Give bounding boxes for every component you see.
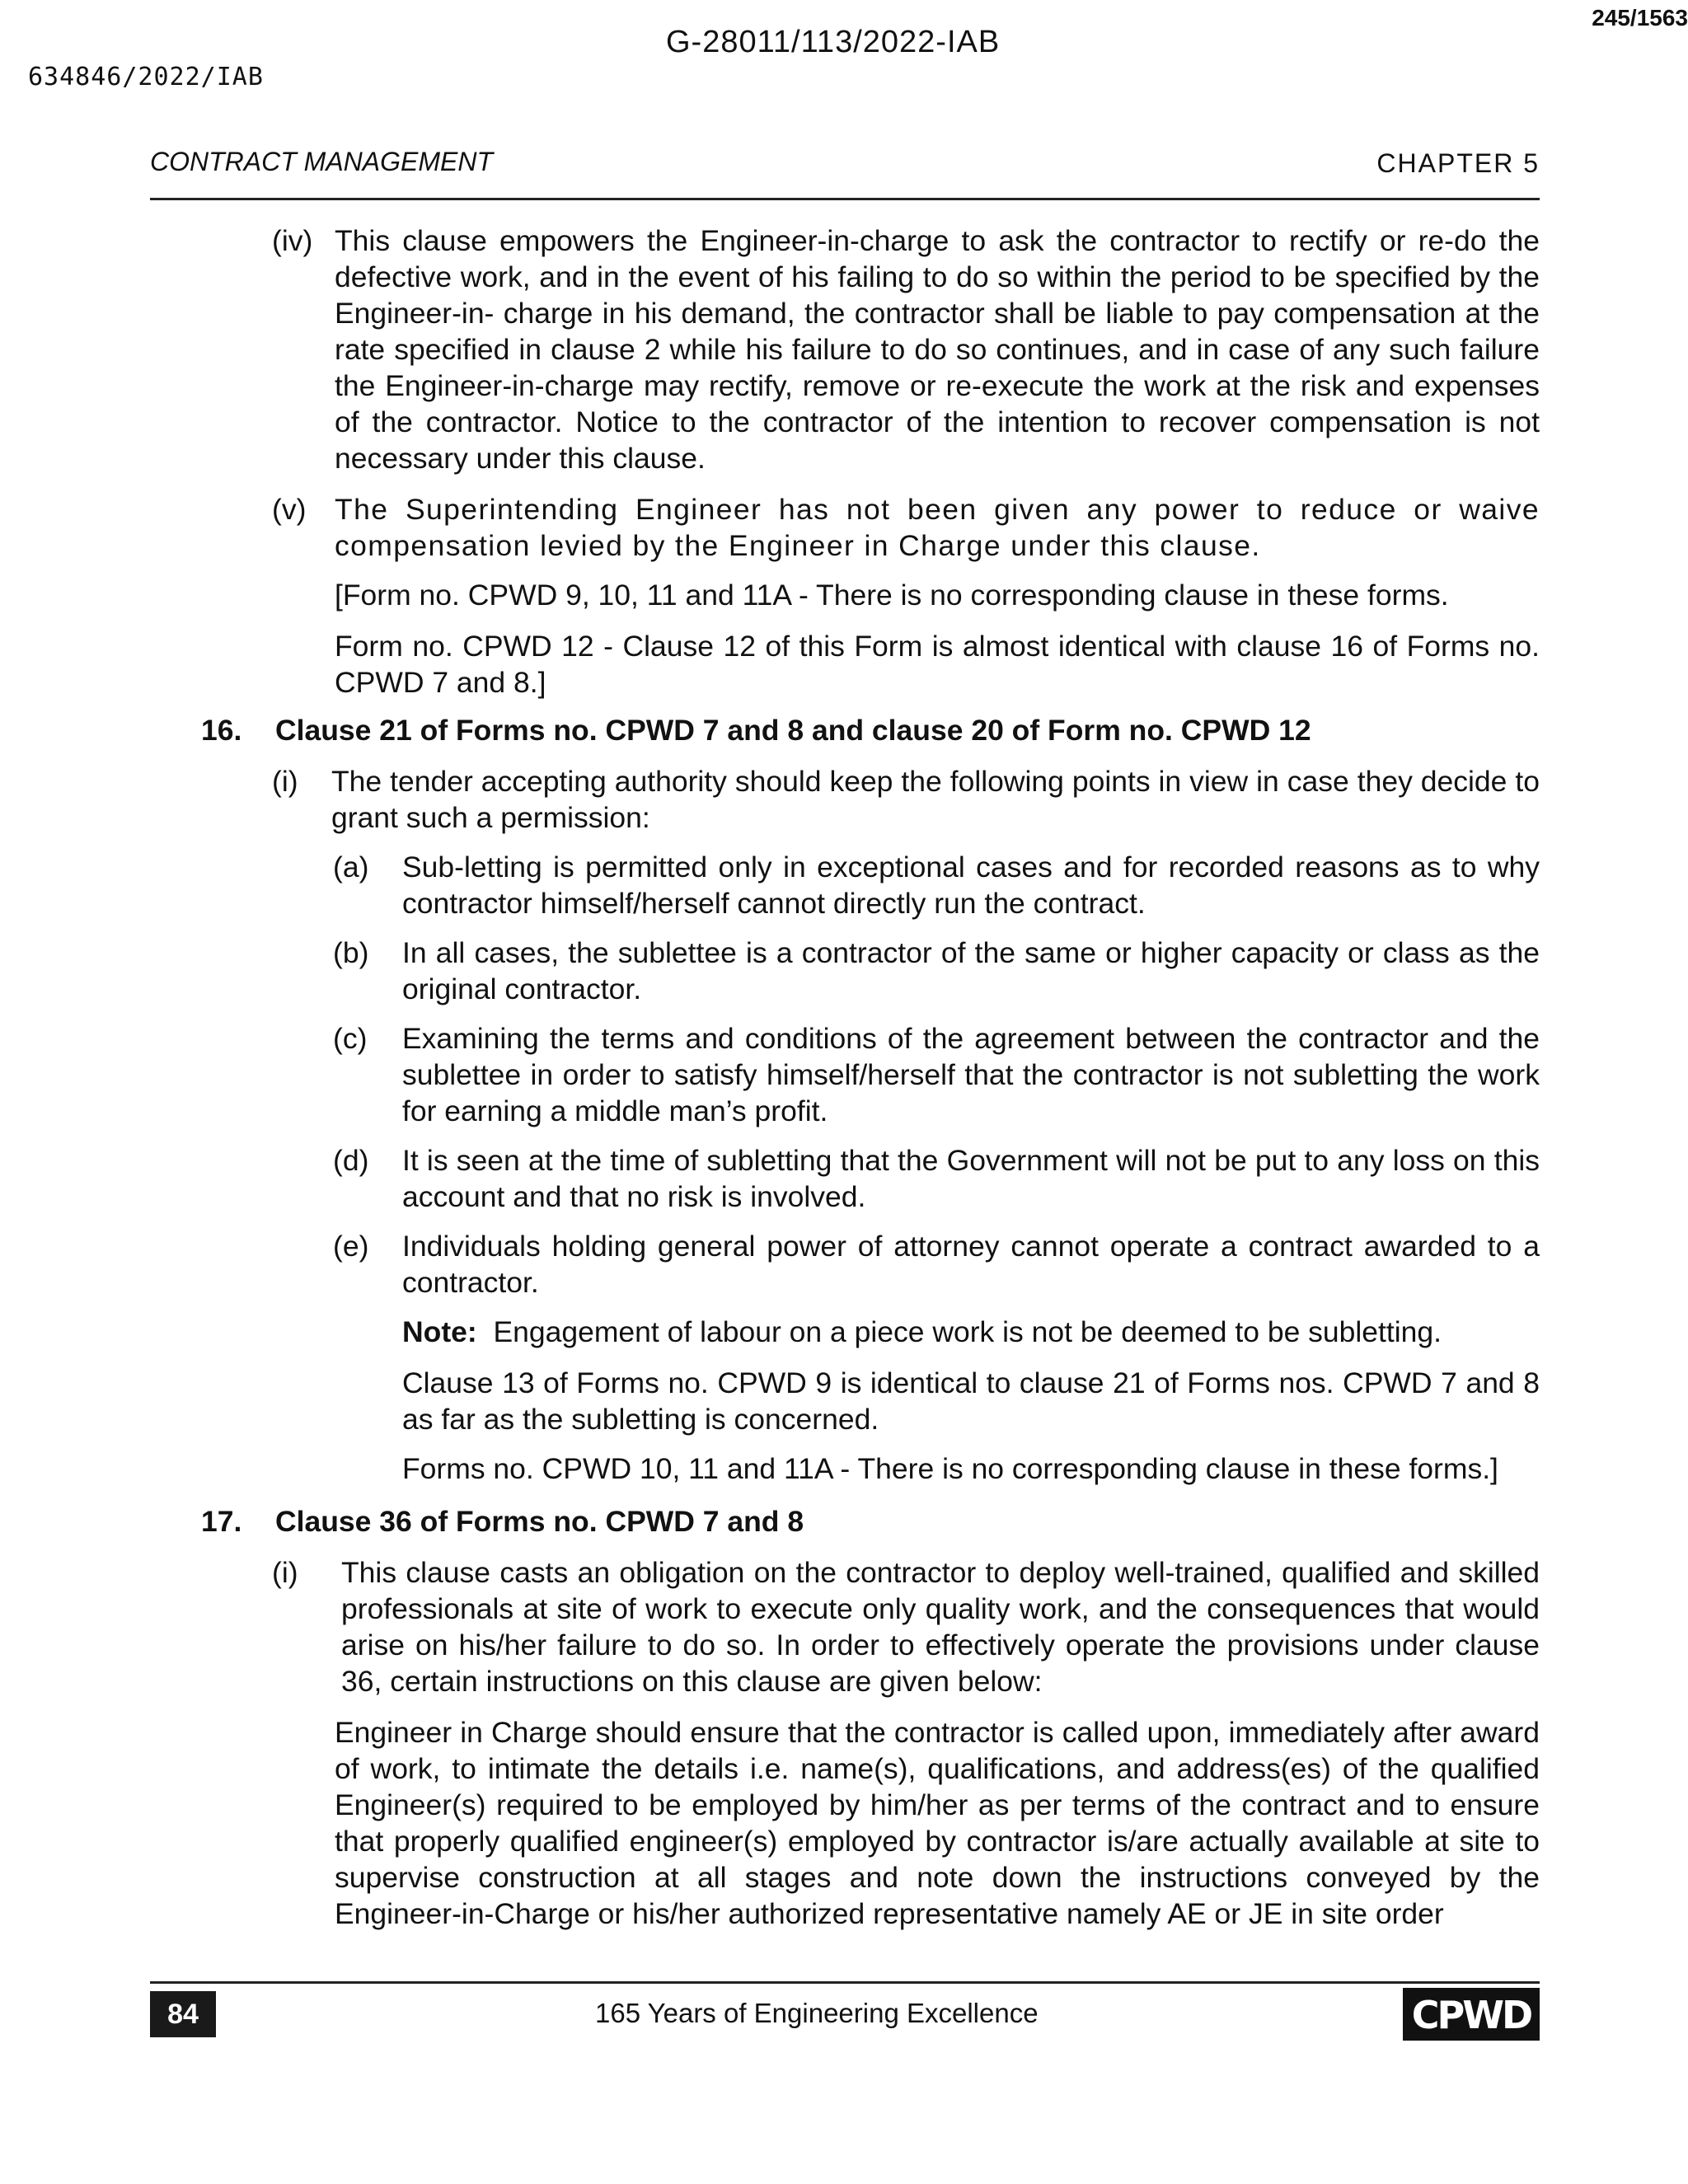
diary-number: 634846/2022/IAB — [28, 63, 264, 91]
section-title: Clause 21 of Forms no. CPWD 7 and 8 and clause 20 of Form no. CPWD 12 — [275, 714, 1311, 747]
sub-item-text: Individuals holding general power of attorney cannot operate a contract awarded to a contractor. — [402, 1230, 1540, 1299]
paragraph-form-9: [Form no. CPWD 9, 10, 11 and 11A - There is no corresponding clause in these forms. — [335, 579, 1449, 612]
list-item-text: The Superintending Engineer has not been given any power to reduce or waive compensation levied by the Engineer in Charge under this clause. — [335, 493, 1540, 562]
page-number: 84 — [150, 1991, 216, 2037]
sub-item-e — [333, 1228, 1540, 1301]
cpwd-logo-icon — [1403, 1988, 1540, 2045]
paragraph-clause-13: Clause 13 of Forms no. CPWD 9 is identical to clause 21 of Forms nos. CPWD 7 and 8 as far as the subletting is concerned. — [402, 1366, 1540, 1436]
sub-item-a — [333, 849, 1540, 921]
list-item-number: (iv) — [272, 224, 313, 257]
sub-item-d — [333, 1142, 1540, 1215]
section-17-heading — [201, 1503, 1540, 1540]
paragraph-form-12: Form no. CPWD 12 - Clause 12 of this Form is almost identical with clause 16 of Forms no. CPWD 7 and 8.] — [335, 630, 1540, 699]
list-item-number: (v) — [272, 493, 307, 526]
list-item-number: (i) — [272, 765, 298, 798]
footer-divider — [150, 1981, 1540, 1984]
sub-item-number: (d) — [333, 1144, 369, 1177]
paragraph-forms-10: Forms no. CPWD 10, 11 and 11A - There is no corresponding clause in these forms.] — [402, 1452, 1498, 1485]
sub-item-number: (c) — [333, 1022, 368, 1055]
list-item-v — [272, 491, 1540, 564]
sub-item-b — [333, 935, 1540, 1007]
svg-text:CPWD: CPWD — [1411, 1993, 1531, 2037]
note-label: Note: — [402, 1315, 477, 1348]
sub-item-number: (b) — [333, 936, 369, 969]
list-item-text: This clause empowers the Engineer-in-charge to ask the contractor to rectify or re-do the defective work, and in the event of his failing to do so within the period to be specified by the Engineer-in- charge in his demand, the contractor shall be liable to pay compensation at the rate specified in clause 2 while his failure to do so continues, and in case of any such failure the Engineer-in-charge may rectify, remove or re-execute the work at the risk and expenses of the contractor. Notice to the contractor of the intention to recover compensation is not necessary under this clause. — [335, 224, 1540, 475]
section-number: 16. — [201, 714, 242, 747]
list-item-text: The tender accepting authority should keep the following points in view in case they decide to grant such a permission: — [331, 765, 1540, 834]
sub-item-text: It is seen at the time of subletting that the Government will not be put to any loss on this account and that no risk is involved. — [402, 1144, 1540, 1213]
section-title: Clause 36 of Forms no. CPWD 7 and 8 — [275, 1505, 804, 1538]
list-item-iv — [272, 223, 1540, 476]
sub-item-text: Examining the terms and conditions of the agreement between the contractor and the sublettee in order to satisfy himself/herself that the contractor is not subletting the work for earning a middle man’s profit. — [402, 1022, 1540, 1127]
file-number: G-28011/113/2022-IAB — [666, 25, 1001, 59]
page-count: 245/1563 — [1592, 5, 1688, 30]
sub-item-number: (a) — [333, 851, 369, 883]
running-header-chapter: CHAPTER 5 — [1376, 148, 1540, 178]
paragraph-engineer-in-charge: Engineer in Charge should ensure that the contractor is called upon, immediately after award of work, to intimate the details i.e. name(s), qualifications, and address(es) of the qualified Engineer(s) required to be employed by him/her as per terms of the contract and to ensure that properly qualified engineer(s) employed by contractor is/are actually available at site to supervise construction at all stages and note down the instructions conveyed by the Engineer-in-Charge or his/her authorized representative namely AE or JE in site order — [335, 1716, 1540, 1930]
section-16-item-i — [272, 763, 1540, 836]
section-16-heading — [201, 712, 1540, 748]
section-number: 17. — [201, 1505, 242, 1538]
sub-item-text: Sub-letting is permitted only in exceptional cases and for recorded reasons as to why contractor himself/herself cannot directly run the contract. — [402, 851, 1540, 920]
footer-tagline: 165 Years of Engineering Excellence — [595, 1998, 1039, 2028]
list-item-text: This clause casts an obligation on the contractor to deploy well-trained, qualified and skilled professionals at site of work to execute only quality work, and the consequences that would arise on his/her failure to do so. In order to effectively operate the provisions under clause 36, certain instructions on this clause are given below: — [341, 1556, 1540, 1698]
sub-item-text: In all cases, the sublettee is a contractor of the same or higher capacity or class as the original contractor. — [402, 936, 1540, 1005]
note — [402, 1314, 1540, 1350]
sub-item-number: (e) — [333, 1230, 369, 1263]
note-text: Engagement of labour on a piece work is not be deemed to be subletting. — [493, 1315, 1442, 1348]
running-header-title: CONTRACT MANAGEMENT — [150, 147, 493, 176]
header-divider — [150, 198, 1540, 200]
section-17-item-i — [272, 1554, 1540, 1699]
sub-item-c — [333, 1020, 1540, 1129]
list-item-number: (i) — [272, 1556, 298, 1589]
